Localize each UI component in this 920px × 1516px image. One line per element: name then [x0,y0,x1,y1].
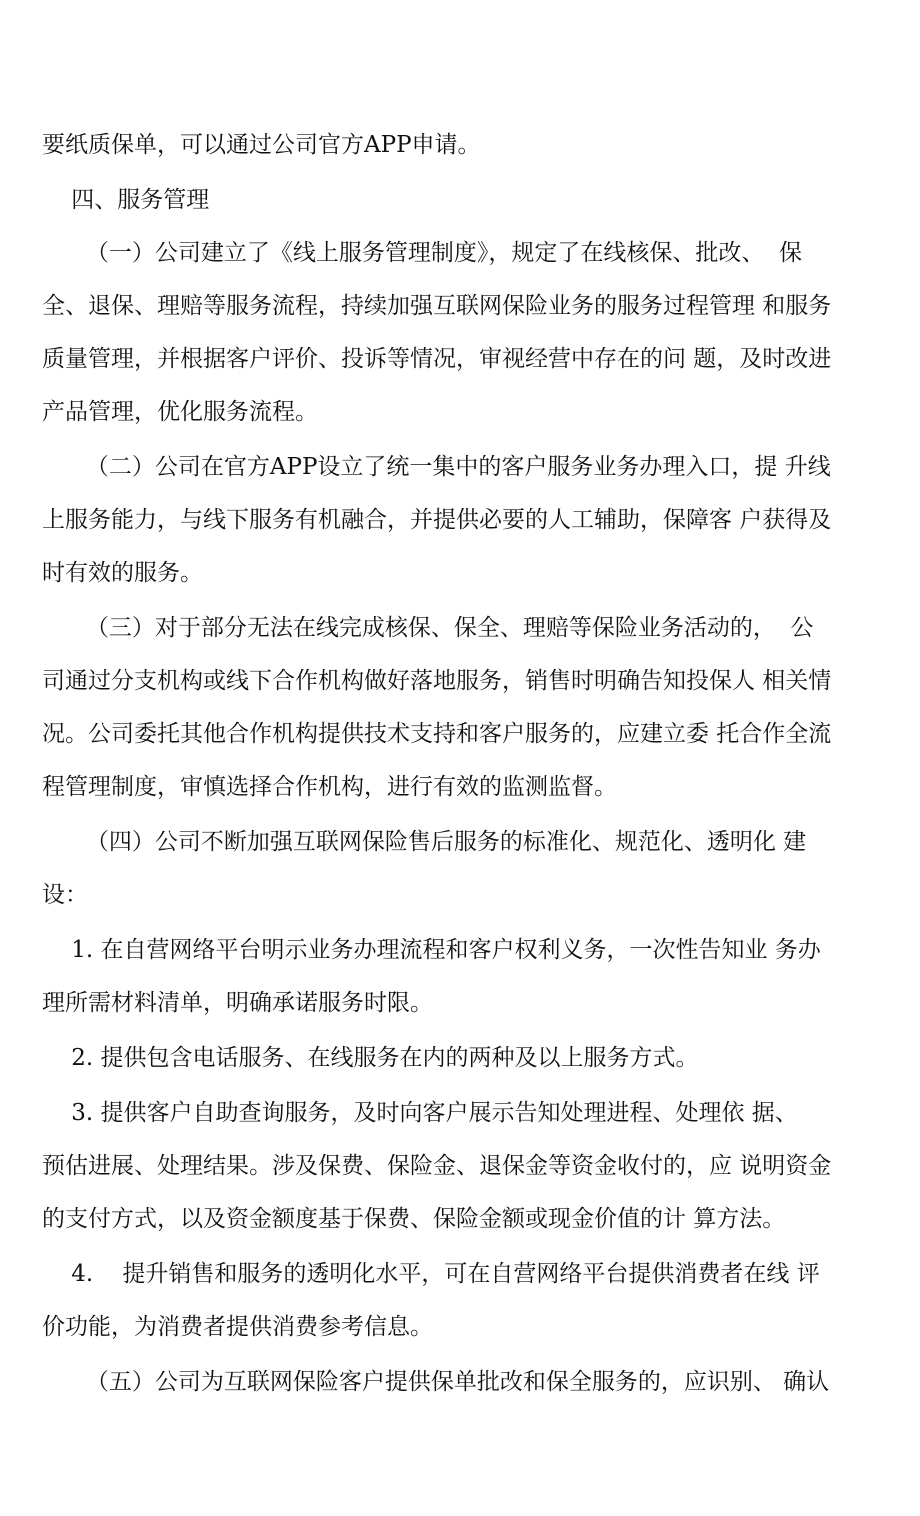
text-line: 预估进展、处理结果。涉及保费、保险金、退保金等资金收付的，应 说明资金 [42,1153,832,1179]
text-line: 价功能，为消费者提供消费参考信息。 [42,1314,433,1340]
text-line: 的支付方式，以及资金额度基于保费、保险金额或现金价值的计 算方法。 [42,1206,786,1232]
text-line: （二）公司在官方APP设立了统一集中的客户服务业务办理入口，提 升线 [42,454,831,480]
section-heading: 四、服务管理 [42,187,210,213]
text-line: （四）公司不断加强互联网保险售后服务的标准化、规范化、透明化 建 [42,829,807,855]
text-line: 质量管理，并根据客户评价、投诉等情况，审视经营中存在的问 题，及时改进 [42,346,832,372]
text-line: （五）公司为互联网保险客户提供保单批改和保全服务的，应识别、 确认 [42,1369,830,1395]
text-line: 程管理制度，审慎选择合作机构，进行有效的监测监督。 [42,774,617,800]
text-line: 况。公司委托其他合作机构提供技术支持和客户服务的，应建立委 托合作全流 [42,721,832,747]
text-line: （一）公司建立了《线上服务管理制度》，规定了在线核保、批改、 保 [42,240,802,266]
list-item: 4. 提升销售和服务的透明化水平，可在自营网络平台提供消费者在线 评 [42,1261,820,1287]
text-line: 时有效的服务。 [42,560,203,586]
list-item: 3. 提供客户自助查询服务，及时向客户展示告知处理进程、处理依 据、 [42,1100,798,1126]
text-line: 司通过分支机构或线下合作机构做好落地服务，销售时明确告知投保人 相关情 [42,668,832,694]
text-line: 全、退保、理赔等服务流程，持续加强互联网保险业务的服务过程管理 和服务 [42,293,832,319]
text-line: 产品管理，优化服务流程。 [42,399,318,425]
text-line: 理所需材料清单，明确承诺服务时限。 [42,990,433,1016]
list-item: 1. 在自营网络平台明示业务办理流程和客户权利义务，一次性告知业 务办 [42,937,821,963]
text-line: （三）对于部分无法在线完成核保、保全、理赔等保险业务活动的， 公 [42,615,814,641]
text-line: 上服务能力，与线下服务有机融合，并提供必要的人工辅助，保障客 户获得及 [42,507,832,533]
list-item: 2. 提供包含电话服务、在线服务在内的两种及以上服务方式。 [42,1045,699,1071]
text-line: 要纸质保单，可以通过公司官方APP申请。 [42,132,481,158]
text-line: 设： [42,882,88,908]
